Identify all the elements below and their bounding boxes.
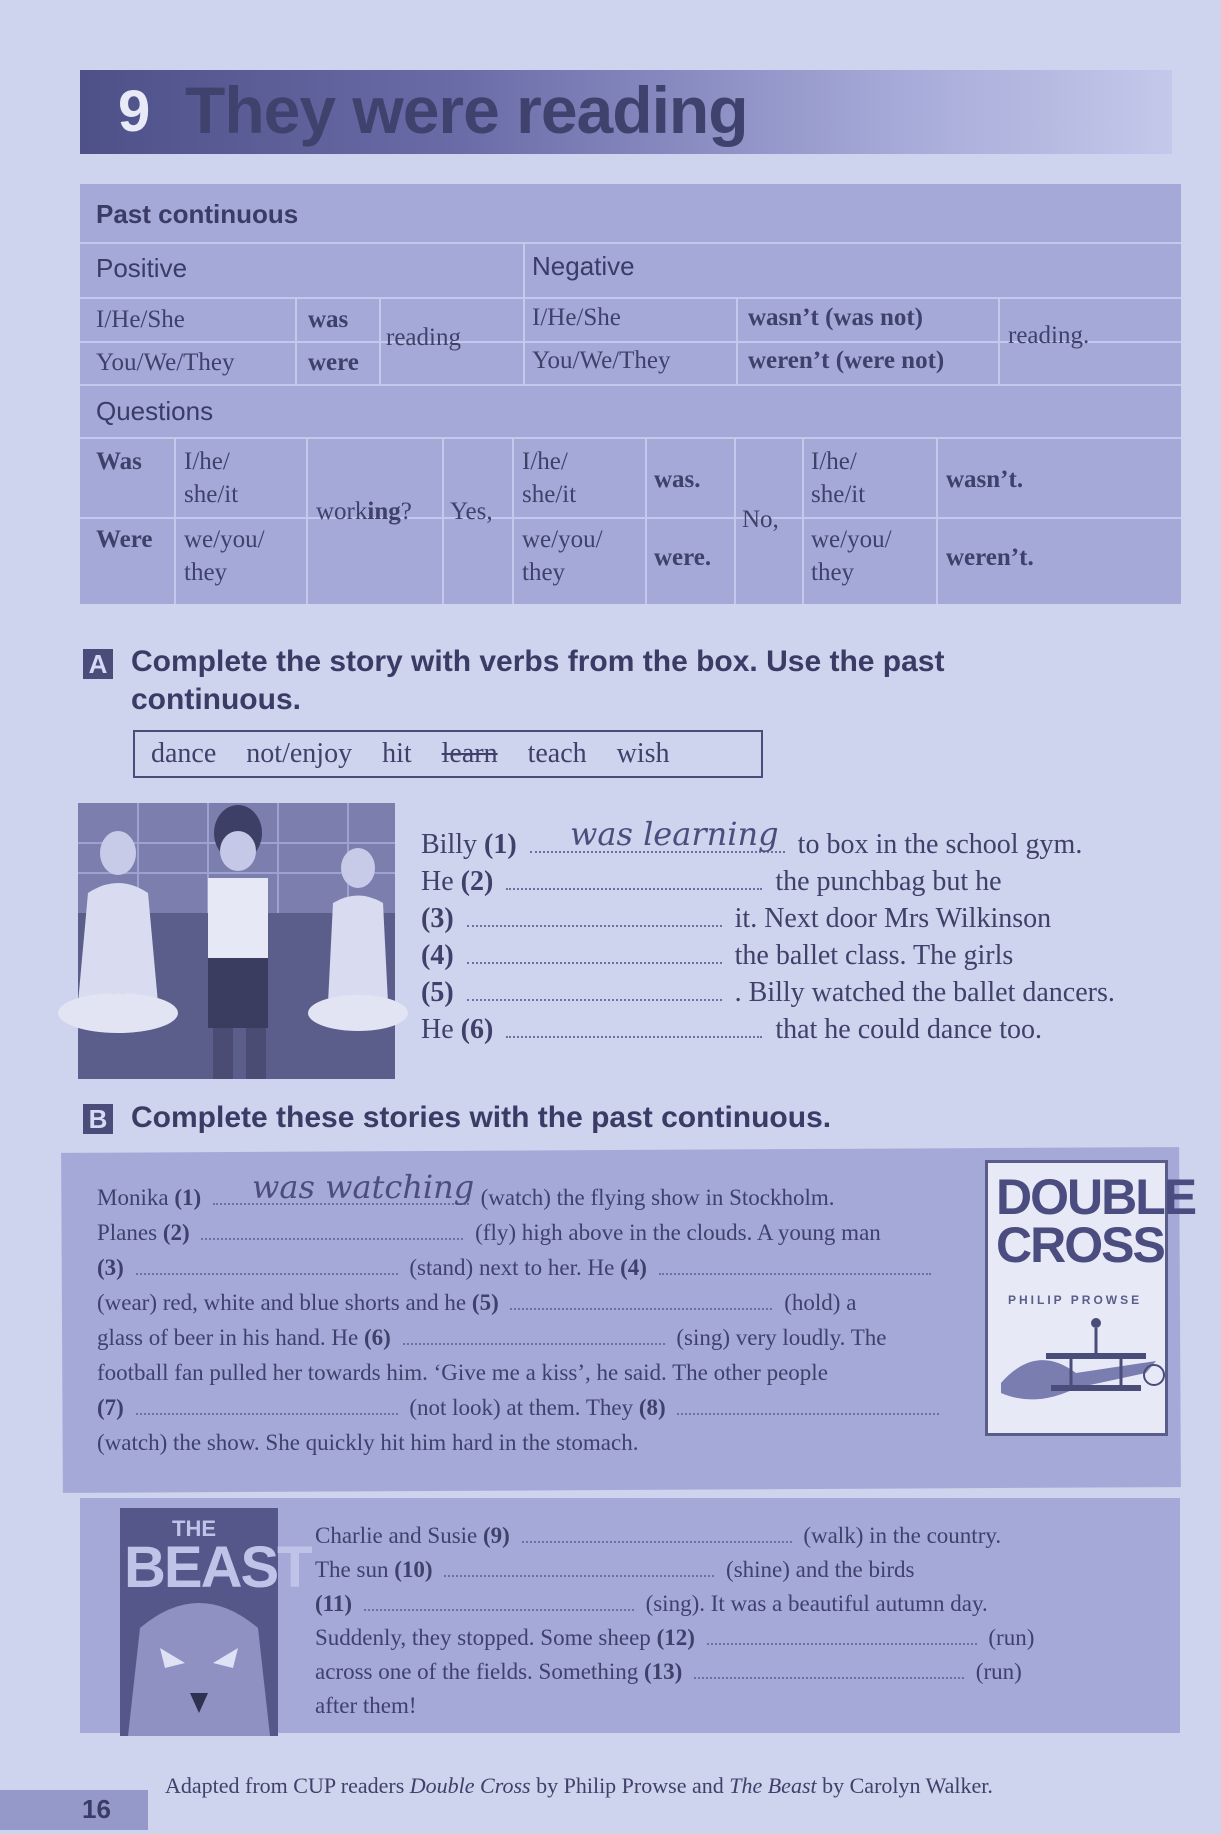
b1-blank-3[interactable] (136, 1272, 398, 1275)
source-credit: Adapted from CUP readers Double Cross by Philip Prowse and The Beast by Carolyn Walker. (165, 1773, 993, 1798)
double-cross-title: DOUBLE CROSS (996, 1169, 1196, 1273)
double-cross-cover (985, 1160, 1196, 1436)
pos-subject-2: You/We/They (96, 349, 235, 376)
b1-blank-6[interactable] (403, 1342, 665, 1345)
word-wish: wish (616, 738, 670, 769)
page-number: 16 (82, 1794, 111, 1824)
section-a-instruction: Complete the story with verbs from the box. Use the past continuous. (131, 645, 945, 716)
b2-blank-13[interactable] (694, 1676, 964, 1679)
word-hit: hit (382, 738, 412, 769)
b1-line-8: (watch) the show. She quickly hit him hard in the stomach. (97, 1430, 639, 1455)
a-story-line-2: He (2) the punchbag but he (421, 866, 1002, 897)
b1-answer-1[interactable]: was watching (252, 1168, 475, 1206)
a-blank-6[interactable] (506, 1035, 762, 1038)
q-were: Were (96, 526, 153, 553)
b2-line-3: (11) (sing). It was a beautiful autumn day. (315, 1591, 988, 1616)
neg-verb-1: wasn’t (was not) (748, 304, 923, 331)
section-a-letter: A (83, 649, 113, 679)
b1-line-2: Planes (2) (fly) high above in the clouds. A young man (97, 1220, 881, 1245)
pos-main-verb: reading (386, 324, 461, 351)
beast-title-main: BEAST (124, 1535, 311, 1600)
a-blank-5[interactable] (467, 998, 722, 1001)
double-cross-author: PHILIP PROWSE (1008, 1293, 1143, 1307)
b2-blank-9[interactable] (522, 1540, 792, 1543)
q-no: No, (742, 506, 779, 533)
pos-verb-2: were (308, 349, 359, 376)
b2-blank-10[interactable] (444, 1574, 714, 1577)
unit-number: 9 (118, 79, 151, 144)
word-not-enjoy: not/enjoy (246, 738, 353, 769)
positive-label: Positive (96, 253, 188, 283)
yes-subject-1: I/he/ she/it (522, 448, 577, 508)
a-story-line-1: Billy (1) to box in the school gym. (421, 829, 1083, 860)
b2-line-5: across one of the fields. Something (13) (run) (315, 1659, 1022, 1684)
q-was: Was (96, 448, 142, 475)
grammar-heading: Past continuous (96, 199, 299, 229)
a-blank-3[interactable] (467, 924, 722, 927)
word-dance: dance (151, 738, 217, 769)
pos-subject-1: I/He/She (96, 306, 185, 333)
a-story-line-3: (3) it. Next door Mrs Wilkinson (421, 903, 1052, 934)
b1-blank-5[interactable] (510, 1307, 772, 1310)
neg-subject-1: I/He/She (532, 304, 621, 331)
no-verb-1: wasn’t. (946, 466, 1024, 493)
b1-blank-2[interactable] (201, 1237, 463, 1240)
b1-line-5: glass of beer in his hand. He (6) (sing) very loudly. The (97, 1325, 887, 1350)
negative-label: Negative (532, 251, 635, 281)
b2-line-2: The sun (10) (shine) and the birds (315, 1557, 915, 1582)
word-box (133, 730, 763, 778)
q-yes: Yes, (450, 498, 493, 525)
b1-blank-4[interactable] (659, 1272, 931, 1275)
a-story-line-6: He (6) that he could dance too. (421, 1014, 1042, 1045)
b1-line-6: football fan pulled her towards him. ‘Give me a kiss’, he said. The other people (97, 1360, 828, 1385)
b1-line-4: (wear) red, white and blue shorts and he (5) (hold) a (97, 1290, 857, 1315)
b2-line-1: Charlie and Susie (9) (walk) in the country. (315, 1523, 1002, 1548)
word-learn: learn (441, 738, 498, 769)
neg-subject-2: You/We/They (532, 347, 671, 374)
section-b-instruction: Complete these stories with the past continuous. (131, 1101, 832, 1134)
the-beast-cover (120, 1508, 311, 1736)
b1-line-3: (3) (stand) next to her. He (4) (97, 1255, 937, 1281)
no-subject-1: I/he/ she/it (811, 448, 866, 508)
a-blank-2[interactable] (506, 887, 762, 890)
b2-line-4: Suddenly, they stopped. Some sheep (12) (run) (315, 1625, 1035, 1650)
b2-blank-12[interactable] (707, 1642, 977, 1645)
biplane-icon (996, 1313, 1161, 1423)
q-main-verb: working? (316, 498, 412, 525)
grammar-table (80, 184, 1181, 604)
pos-verb-1: was (308, 306, 349, 333)
b2-line-6: after them! (315, 1693, 417, 1718)
questions-label: Questions (96, 396, 214, 426)
q-subject-2: we/you/ they (184, 526, 265, 586)
a-answer-1[interactable]: was learning (570, 815, 779, 853)
billy-elliot-photo (78, 803, 395, 1079)
yes-verb-1: was. (654, 466, 701, 493)
b2-blank-11[interactable] (364, 1608, 634, 1611)
neg-main-verb: reading. (1008, 322, 1090, 349)
a-blank-4[interactable] (467, 961, 722, 964)
unit-title: They were reading (185, 73, 748, 147)
neg-verb-2: weren’t (were not) (748, 347, 945, 374)
b1-blank-8[interactable] (677, 1412, 939, 1415)
section-b-letter: B (83, 1104, 113, 1134)
a-story-line-4: (4) the ballet class. The girls (421, 940, 1014, 971)
page-number-tab (0, 1790, 148, 1830)
b1-line-7: (7) (not look) at them. They (8) (97, 1395, 945, 1421)
yes-subject-2: we/you/ they (522, 526, 603, 586)
beast-title-the: THE (172, 1516, 216, 1541)
b1-line-1: Monika (1) (watch) the flying show in Stockholm. (97, 1185, 835, 1210)
no-subject-2: we/you/ they (811, 526, 892, 586)
no-verb-2: weren’t. (946, 544, 1034, 571)
a-story-line-5: (5) . Billy watched the ballet dancers. (421, 977, 1115, 1008)
b1-blank-7[interactable] (136, 1412, 398, 1415)
yes-verb-2: were. (654, 544, 712, 571)
word-teach: teach (527, 738, 587, 769)
q-subject-1: I/he/ she/it (184, 448, 239, 508)
